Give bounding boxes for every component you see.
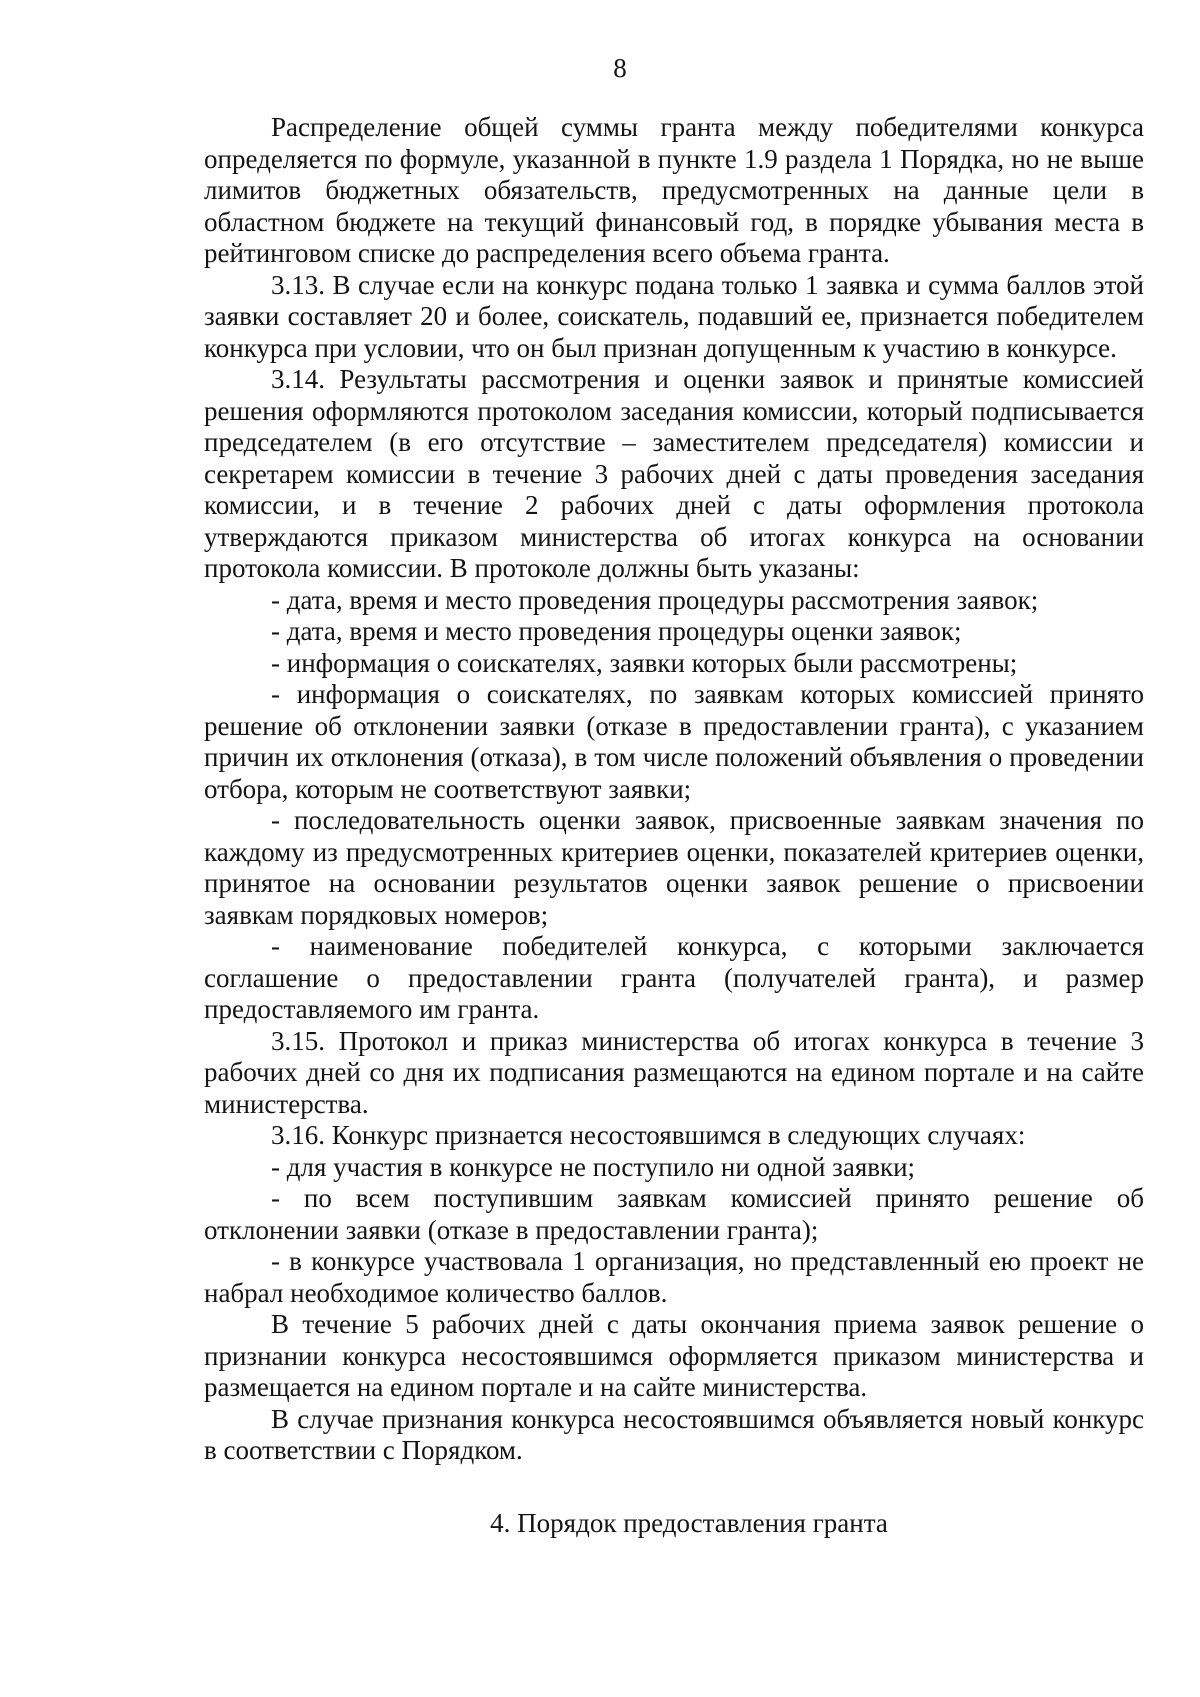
list-item-applicants-rejected: - информация о соискателях, по заявкам которых комиссией принято решение об отклонении заявки (отказе в предоставлении гранта), с указанием причин их отклонения (отказа), в том числе положений объявления о проведении отбора, которым не соответствуют заявки; <box>204 679 1144 804</box>
list-item-evaluation-sequence: - последовательность оценки заявок, присвоенные заявкам значения по каждому из предусмотренных критериев оценки, показателей критериев оценки, принятое на основании результатов оценки заявок решение о присвоении заявкам порядковых номеров; <box>204 805 1144 930</box>
list-item-no-applications: - для участия в конкурсе не поступило ни одной заявки; <box>271 1151 916 1182</box>
section-heading: 4. Порядок предоставления гранта <box>490 1507 888 1538</box>
paragraph-new-competition: В случае признания конкурса несостоявшимся объявляется новый конкурс в соответствии с Порядком. <box>204 1403 1144 1465</box>
document-body <box>204 112 1144 1539</box>
list-item-insufficient-score: - в конкурсе участвовала 1 организация, но представленный ею проект не набрал необходимое количество баллов. <box>204 1246 1144 1308</box>
page-number: 8 <box>613 53 627 83</box>
list-item-all-rejected: - по всем поступившим заявкам комиссией принято решение об отклонении заявки (отказе в предоставлении гранта); <box>204 1183 1144 1245</box>
paragraph-3-16: 3.16. Конкурс признается несостоявшимся в следующих случаях: <box>271 1120 1026 1150</box>
paragraph-failure-decision: В течение 5 рабочих дней с даты окончания приема заявок решение о признании конкурса несостоявшимся оформляется приказом министерства и размещается на едином портале и на сайте министерства. <box>204 1309 1144 1402</box>
list-item-evaluation-procedure: - дата, время и место проведения процедуры оценки заявок; <box>271 616 962 646</box>
paragraph-3-14: 3.14. Результаты рассмотрения и оценки заявок и принятые комиссией решения оформляются протоколом заседания комиссии, который подписывается председателем (в его отсутствие – заместителем председателя) комиссии и секретарем комиссии в течение 3 рабочих дней с даты проведения заседания комиссии, и в течение 2 рабочих дней с даты оформления протокола утверждаются приказом министерства об итогах конкурса на основании протокола комиссии. В протоколе должны быть указаны: <box>204 364 1144 583</box>
list-item-winners: - наименование победителей конкурса, с которыми заключается соглашение о предоставлении гранта (получателей гранта), и размер предоставляемого им гранта. <box>204 931 1144 1024</box>
list-item-applicants-reviewed: - информация о соискателях, заявки которых были рассмотрены; <box>271 647 1018 678</box>
paragraph-3-13: 3.13. В случае если на конкурс подана только 1 заявка и сумма баллов этой заявки составляет 20 и более, соискатель, подавший ее, признается победителем конкурса при условии, что он был признан допущенным к участию в конкурсе. <box>204 269 1144 363</box>
paragraph-3-15: 3.15. Протокол и приказ министерства об итогах конкурса в течение 3 рабочих дней со дня их подписания размещаются на едином портале и на сайте министерства. <box>204 1025 1144 1119</box>
list-item-review-procedure: - дата, время и место проведения процедуры рассмотрения заявок; <box>271 584 1039 615</box>
paragraph-grant-distribution: Распределение общей суммы гранта между победителями конкурса определяется по формуле, указанной в пункте 1.9 раздела 1 Порядка, но не выше лимитов бюджетных обязательств, предусмотренных на данные цели в областном бюджете на текущий финансовый год, в порядке убывания места в рейтинговом списке до распределения всего объема гранта. <box>204 112 1144 268</box>
